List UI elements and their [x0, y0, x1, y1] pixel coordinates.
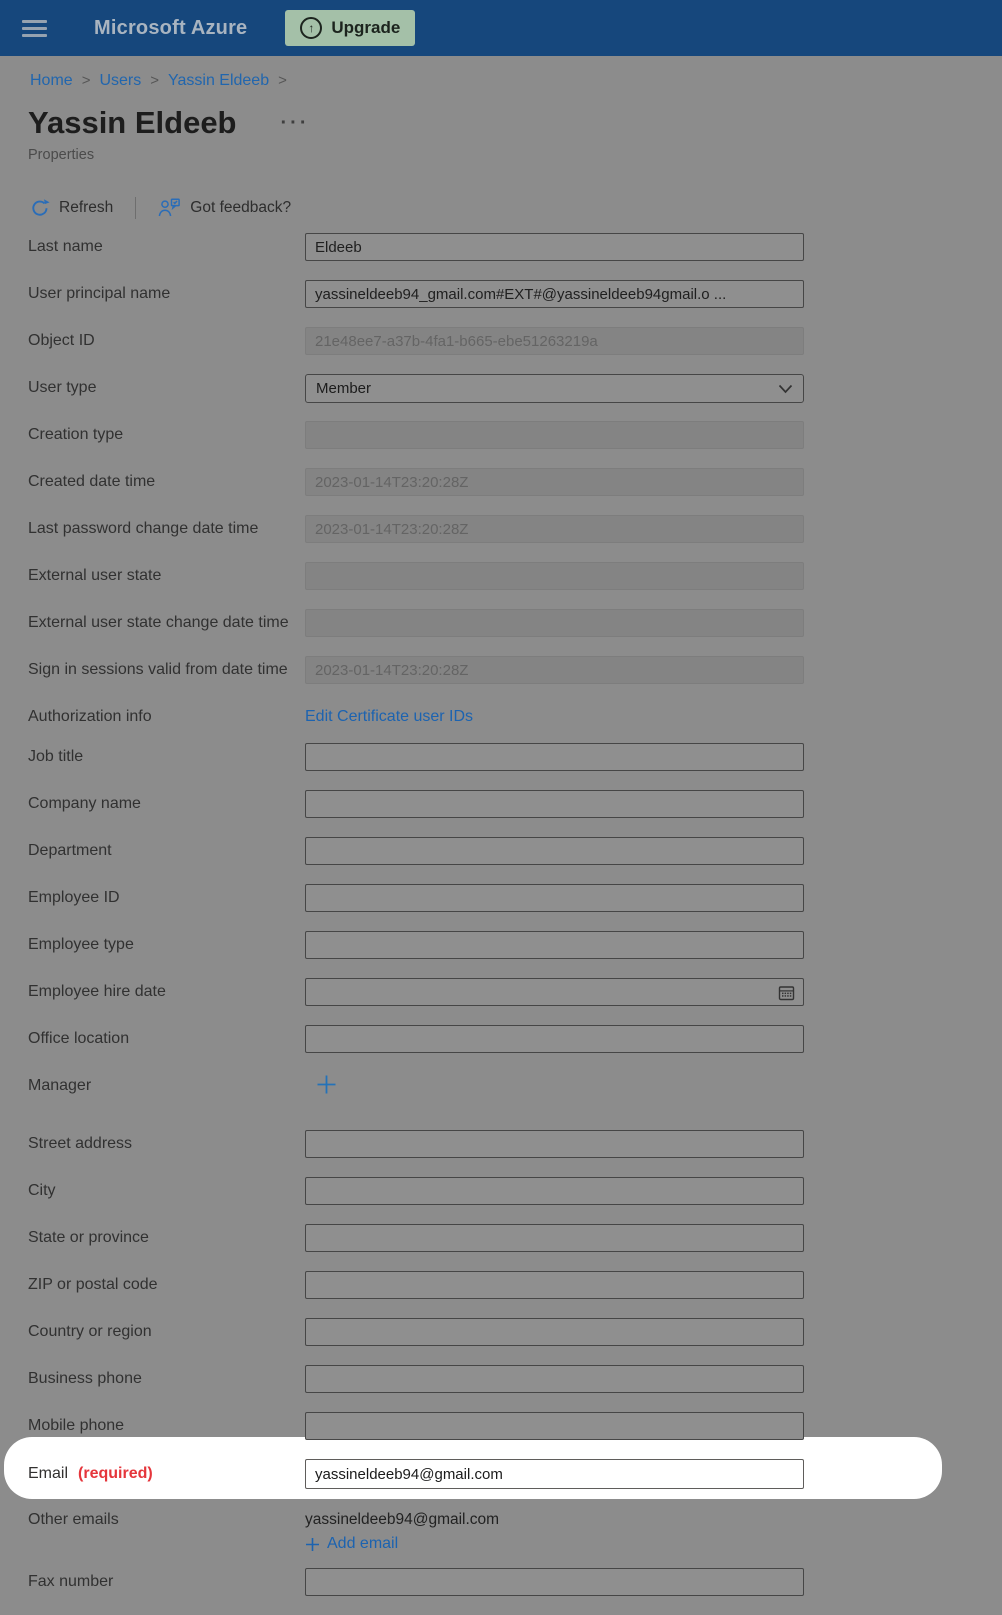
field-row-creation-type — [0, 421, 1002, 468]
field-row-business-phone — [0, 1365, 1002, 1412]
plus-icon — [316, 1083, 337, 1098]
properties-form — [0, 233, 1002, 1615]
app-title: Microsoft Azure — [94, 16, 248, 39]
authorization-info-label: Authorization info — [28, 708, 152, 725]
user-type-select[interactable] — [305, 374, 804, 403]
last-password-change-date-time-label: Last password change date time — [28, 520, 259, 537]
external-user-state-control — [305, 562, 804, 609]
fax-number-label: Fax number — [28, 1573, 114, 1590]
external-user-state-change-date-time-label: External user state change date time — [28, 614, 289, 631]
city-label: City — [28, 1182, 56, 1199]
calendar-icon[interactable] — [778, 984, 795, 1001]
creation-type-control — [305, 421, 804, 468]
fax-number-control — [305, 1568, 804, 1615]
field-row-authorization-info — [0, 703, 1002, 743]
user-type-selected-value: Member — [316, 380, 372, 397]
field-row-mobile-phone — [0, 1412, 1002, 1459]
user-principal-name-control — [305, 280, 804, 327]
fax-number-input[interactable] — [305, 1568, 804, 1596]
field-row-employee-hire-date — [0, 978, 1002, 1025]
last-name-input[interactable] — [305, 233, 804, 261]
last-name-label: Last name — [28, 238, 103, 255]
email-input[interactable] — [305, 1459, 804, 1489]
field-row-created-date-time — [0, 468, 1002, 515]
employee-id-control — [305, 884, 804, 931]
top-bar — [0, 0, 1002, 56]
field-row-last-name — [0, 233, 1002, 280]
sign-in-sessions-valid-from-date-time-label: Sign in sessions valid from date time — [28, 661, 288, 678]
breadcrumb-users[interactable]: Users — [99, 72, 142, 89]
employee-hire-date-control — [305, 978, 804, 1025]
last-name-control — [305, 233, 804, 280]
breadcrumb-separator: > — [278, 72, 287, 89]
field-row-state-or-province — [0, 1224, 1002, 1271]
field-row-last-password-change-date-time — [0, 515, 1002, 562]
field-row-zip-or-postal-code — [0, 1271, 1002, 1318]
country-or-region-control — [305, 1318, 804, 1365]
field-row-employee-type — [0, 931, 1002, 978]
chevron-down-icon — [778, 384, 793, 394]
state-or-province-label: State or province — [28, 1229, 149, 1246]
upgrade-button[interactable] — [285, 10, 415, 46]
more-menu-icon[interactable]: ··· — [280, 112, 310, 134]
job-title-control — [305, 743, 804, 790]
office-location-control — [305, 1025, 804, 1072]
field-row-manager — [0, 1072, 1002, 1130]
created-date-time-label: Created date time — [28, 473, 156, 490]
field-row-object-id — [0, 327, 1002, 374]
edit-certificate-user-ids-link[interactable]: Edit Certificate user IDs — [305, 708, 474, 725]
refresh-label: Refresh — [59, 199, 114, 216]
field-row-fax-number — [0, 1568, 1002, 1615]
zip-or-postal-code-control — [305, 1271, 804, 1318]
company-name-label: Company name — [28, 795, 141, 812]
breadcrumb-home[interactable]: Home — [30, 72, 73, 89]
arrow-up-circle-icon: ↑ — [300, 17, 322, 39]
feedback-label: Got feedback? — [190, 199, 292, 216]
street-address-label: Street address — [28, 1135, 133, 1152]
add-manager-button[interactable] — [316, 1074, 337, 1095]
add-email-button[interactable] — [305, 1535, 398, 1553]
field-row-sign-in-sessions-valid-from-date-time — [0, 656, 1002, 703]
user-type-control — [305, 374, 804, 421]
employee-type-control — [305, 931, 804, 978]
employee-type-label: Employee type — [28, 936, 134, 953]
mobile-phone-control — [305, 1412, 804, 1459]
field-row-external-user-state — [0, 562, 1002, 609]
office-location-label: Office location — [28, 1030, 130, 1047]
user-type-label: User type — [28, 379, 97, 396]
external-user-state-label: External user state — [28, 567, 162, 584]
created-date-time-control — [305, 468, 804, 515]
add-email-label: Add email — [327, 1535, 399, 1552]
state-or-province-input[interactable] — [305, 1224, 804, 1252]
other-emails-value: yassineldeeb94@gmail.com — [305, 1511, 500, 1528]
external-user-state-change-date-time-input — [305, 609, 804, 637]
company-name-control — [305, 790, 804, 837]
title-bar — [28, 101, 1002, 145]
field-row-country-or-region — [0, 1318, 1002, 1365]
object-id-input — [305, 327, 804, 355]
mobile-phone-input[interactable] — [305, 1412, 804, 1440]
employee-hire-date-input[interactable] — [305, 978, 804, 1006]
external-user-state-change-date-time-control — [305, 609, 804, 656]
page-subtitle: Properties — [28, 147, 95, 163]
external-user-state-input — [305, 562, 804, 590]
toolbar-divider — [135, 197, 136, 219]
company-name-input[interactable] — [305, 790, 804, 818]
manager-control — [305, 1072, 804, 1130]
created-date-time-input — [305, 468, 804, 496]
job-title-input[interactable] — [305, 743, 804, 771]
office-location-input[interactable] — [305, 1025, 804, 1053]
other-emails-label: Other emails — [28, 1511, 119, 1528]
employee-id-label: Employee ID — [28, 889, 120, 906]
country-or-region-label: Country or region — [28, 1323, 152, 1340]
employee-hire-date-label: Employee hire date — [28, 983, 166, 1000]
last-password-change-date-time-input — [305, 515, 804, 543]
country-or-region-input[interactable] — [305, 1318, 804, 1346]
hamburger-menu-icon[interactable] — [22, 16, 47, 41]
refresh-button[interactable] — [30, 198, 113, 218]
business-phone-input[interactable] — [305, 1365, 804, 1393]
breadcrumb — [30, 69, 1002, 93]
toolbar — [30, 191, 1002, 225]
street-address-input[interactable] — [305, 1130, 804, 1158]
object-id-label: Object ID — [28, 332, 95, 349]
email-label — [0, 1459, 305, 1506]
business-phone-control — [305, 1365, 804, 1412]
field-row-user-principal-name — [0, 280, 1002, 327]
field-row-company-name — [0, 790, 1002, 837]
creation-type-label: Creation type — [28, 426, 124, 443]
creation-type-input — [305, 421, 804, 449]
upgrade-label: Upgrade — [331, 18, 401, 37]
object-id-control — [305, 327, 804, 374]
required-indicator: (required) — [78, 1465, 153, 1482]
sign-in-sessions-valid-from-date-time-input — [305, 656, 804, 684]
field-row-other-emails — [0, 1506, 1002, 1564]
feedback-icon — [158, 198, 181, 218]
state-or-province-control — [305, 1224, 804, 1271]
feedback-button[interactable] — [158, 198, 291, 218]
field-row-city — [0, 1177, 1002, 1224]
field-row-street-address — [0, 1130, 1002, 1177]
zip-or-postal-code-input[interactable] — [305, 1271, 804, 1299]
user-principal-name-label: User principal name — [28, 285, 171, 302]
zip-or-postal-code-label: ZIP or postal code — [28, 1276, 158, 1293]
sign-in-sessions-valid-from-date-time-control — [305, 656, 804, 703]
department-label: Department — [28, 842, 112, 859]
field-row-job-title — [0, 743, 1002, 790]
other-emails-control — [305, 1506, 804, 1564]
employee-type-input[interactable] — [305, 931, 804, 959]
field-row-user-type — [0, 374, 1002, 421]
breadcrumb-yassin-eldeeb[interactable]: Yassin Eldeeb — [168, 72, 270, 89]
department-input[interactable] — [305, 837, 804, 865]
user-principal-name-input[interactable] — [305, 280, 804, 308]
mobile-phone-label: Mobile phone — [28, 1417, 125, 1434]
job-title-label: Job title — [28, 748, 84, 765]
employee-id-input[interactable] — [305, 884, 804, 912]
breadcrumb-separator: > — [81, 72, 91, 89]
plus-icon — [305, 1537, 320, 1552]
city-control — [305, 1177, 804, 1224]
refresh-icon — [30, 198, 50, 218]
last-password-change-date-time-control — [305, 515, 804, 562]
email-control — [305, 1459, 804, 1506]
field-row-employee-id — [0, 884, 1002, 931]
field-row-external-user-state-change-date-time — [0, 609, 1002, 656]
email-label-text: Email — [28, 1465, 69, 1482]
department-control — [305, 837, 804, 884]
field-row-department — [0, 837, 1002, 884]
field-row-office-location — [0, 1025, 1002, 1072]
breadcrumb-separator: > — [150, 72, 159, 89]
field-row-email — [0, 1459, 1002, 1506]
authorization-info-control — [305, 703, 804, 743]
business-phone-label: Business phone — [28, 1370, 142, 1387]
city-input[interactable] — [305, 1177, 804, 1205]
manager-label: Manager — [28, 1077, 92, 1094]
street-address-control — [305, 1130, 804, 1177]
page-title: Yassin Eldeeb — [28, 105, 237, 140]
